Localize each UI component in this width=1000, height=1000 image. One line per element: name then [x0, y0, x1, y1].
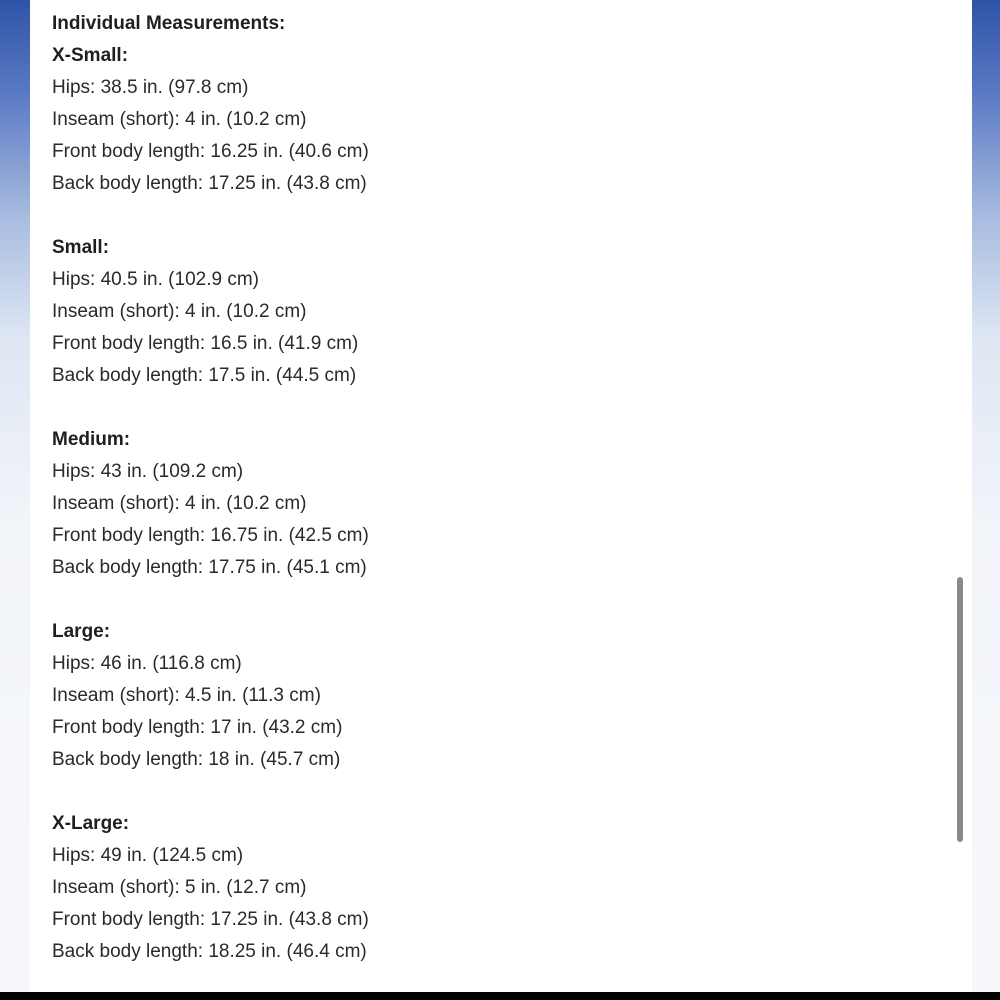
back-length-measurement: Back body length: 17.75 in. (45.1 cm): [52, 557, 367, 578]
hips-measurement: Hips: 49 in. (124.5 cm): [52, 845, 244, 866]
size-section-x-small: [52, 40, 932, 200]
back-length-measurement: Back body length: 17.5 in. (44.5 cm): [52, 365, 357, 386]
back-length-measurement: Back body length: 18.25 in. (46.4 cm): [52, 941, 367, 962]
size-name: Medium:: [52, 429, 131, 450]
front-length-measurement: Front body length: 16.25 in. (40.6 cm): [52, 141, 369, 162]
front-length-measurement: Front body length: 16.5 in. (41.9 cm): [52, 333, 359, 354]
size-section-x-large: [52, 808, 932, 968]
hips-measurement: Hips: 43 in. (109.2 cm): [52, 461, 244, 482]
hips-measurement: Hips: 40.5 in. (102.9 cm): [52, 269, 259, 290]
front-length-measurement: Front body length: 16.75 in. (42.5 cm): [52, 525, 369, 546]
size-name: Large:: [52, 621, 111, 642]
size-name: Small:: [52, 237, 110, 258]
size-section-medium: [52, 424, 932, 584]
back-length-measurement: Back body length: 17.25 in. (43.8 cm): [52, 173, 367, 194]
inseam-measurement: Inseam (short): 4 in. (10.2 cm): [52, 493, 307, 514]
measurements-panel: [30, 0, 972, 992]
inseam-measurement: Inseam (short): 4.5 in. (11.3 cm): [52, 685, 321, 706]
inseam-measurement: Inseam (short): 5 in. (12.7 cm): [52, 877, 307, 898]
front-length-measurement: Front body length: 17.25 in. (43.8 cm): [52, 909, 369, 930]
bottom-edge-bar: [0, 992, 1000, 1000]
scrollbar[interactable]: [957, 577, 963, 842]
hips-measurement: Hips: 38.5 in. (97.8 cm): [52, 77, 249, 98]
size-section-small: [52, 232, 932, 392]
size-section-large: [52, 616, 932, 776]
front-length-measurement: Front body length: 17 in. (43.2 cm): [52, 717, 343, 738]
inseam-measurement: Inseam (short): 4 in. (10.2 cm): [52, 109, 307, 130]
back-length-measurement: Back body length: 18 in. (45.7 cm): [52, 749, 341, 770]
hips-measurement: Hips: 46 in. (116.8 cm): [52, 653, 242, 674]
size-name: X-Large:: [52, 813, 130, 834]
measurements-content: [52, 8, 932, 1000]
size-name: X-Small:: [52, 45, 129, 66]
measurements-heading: Individual Measurements:: [52, 13, 286, 34]
inseam-measurement: Inseam (short): 4 in. (10.2 cm): [52, 301, 307, 322]
